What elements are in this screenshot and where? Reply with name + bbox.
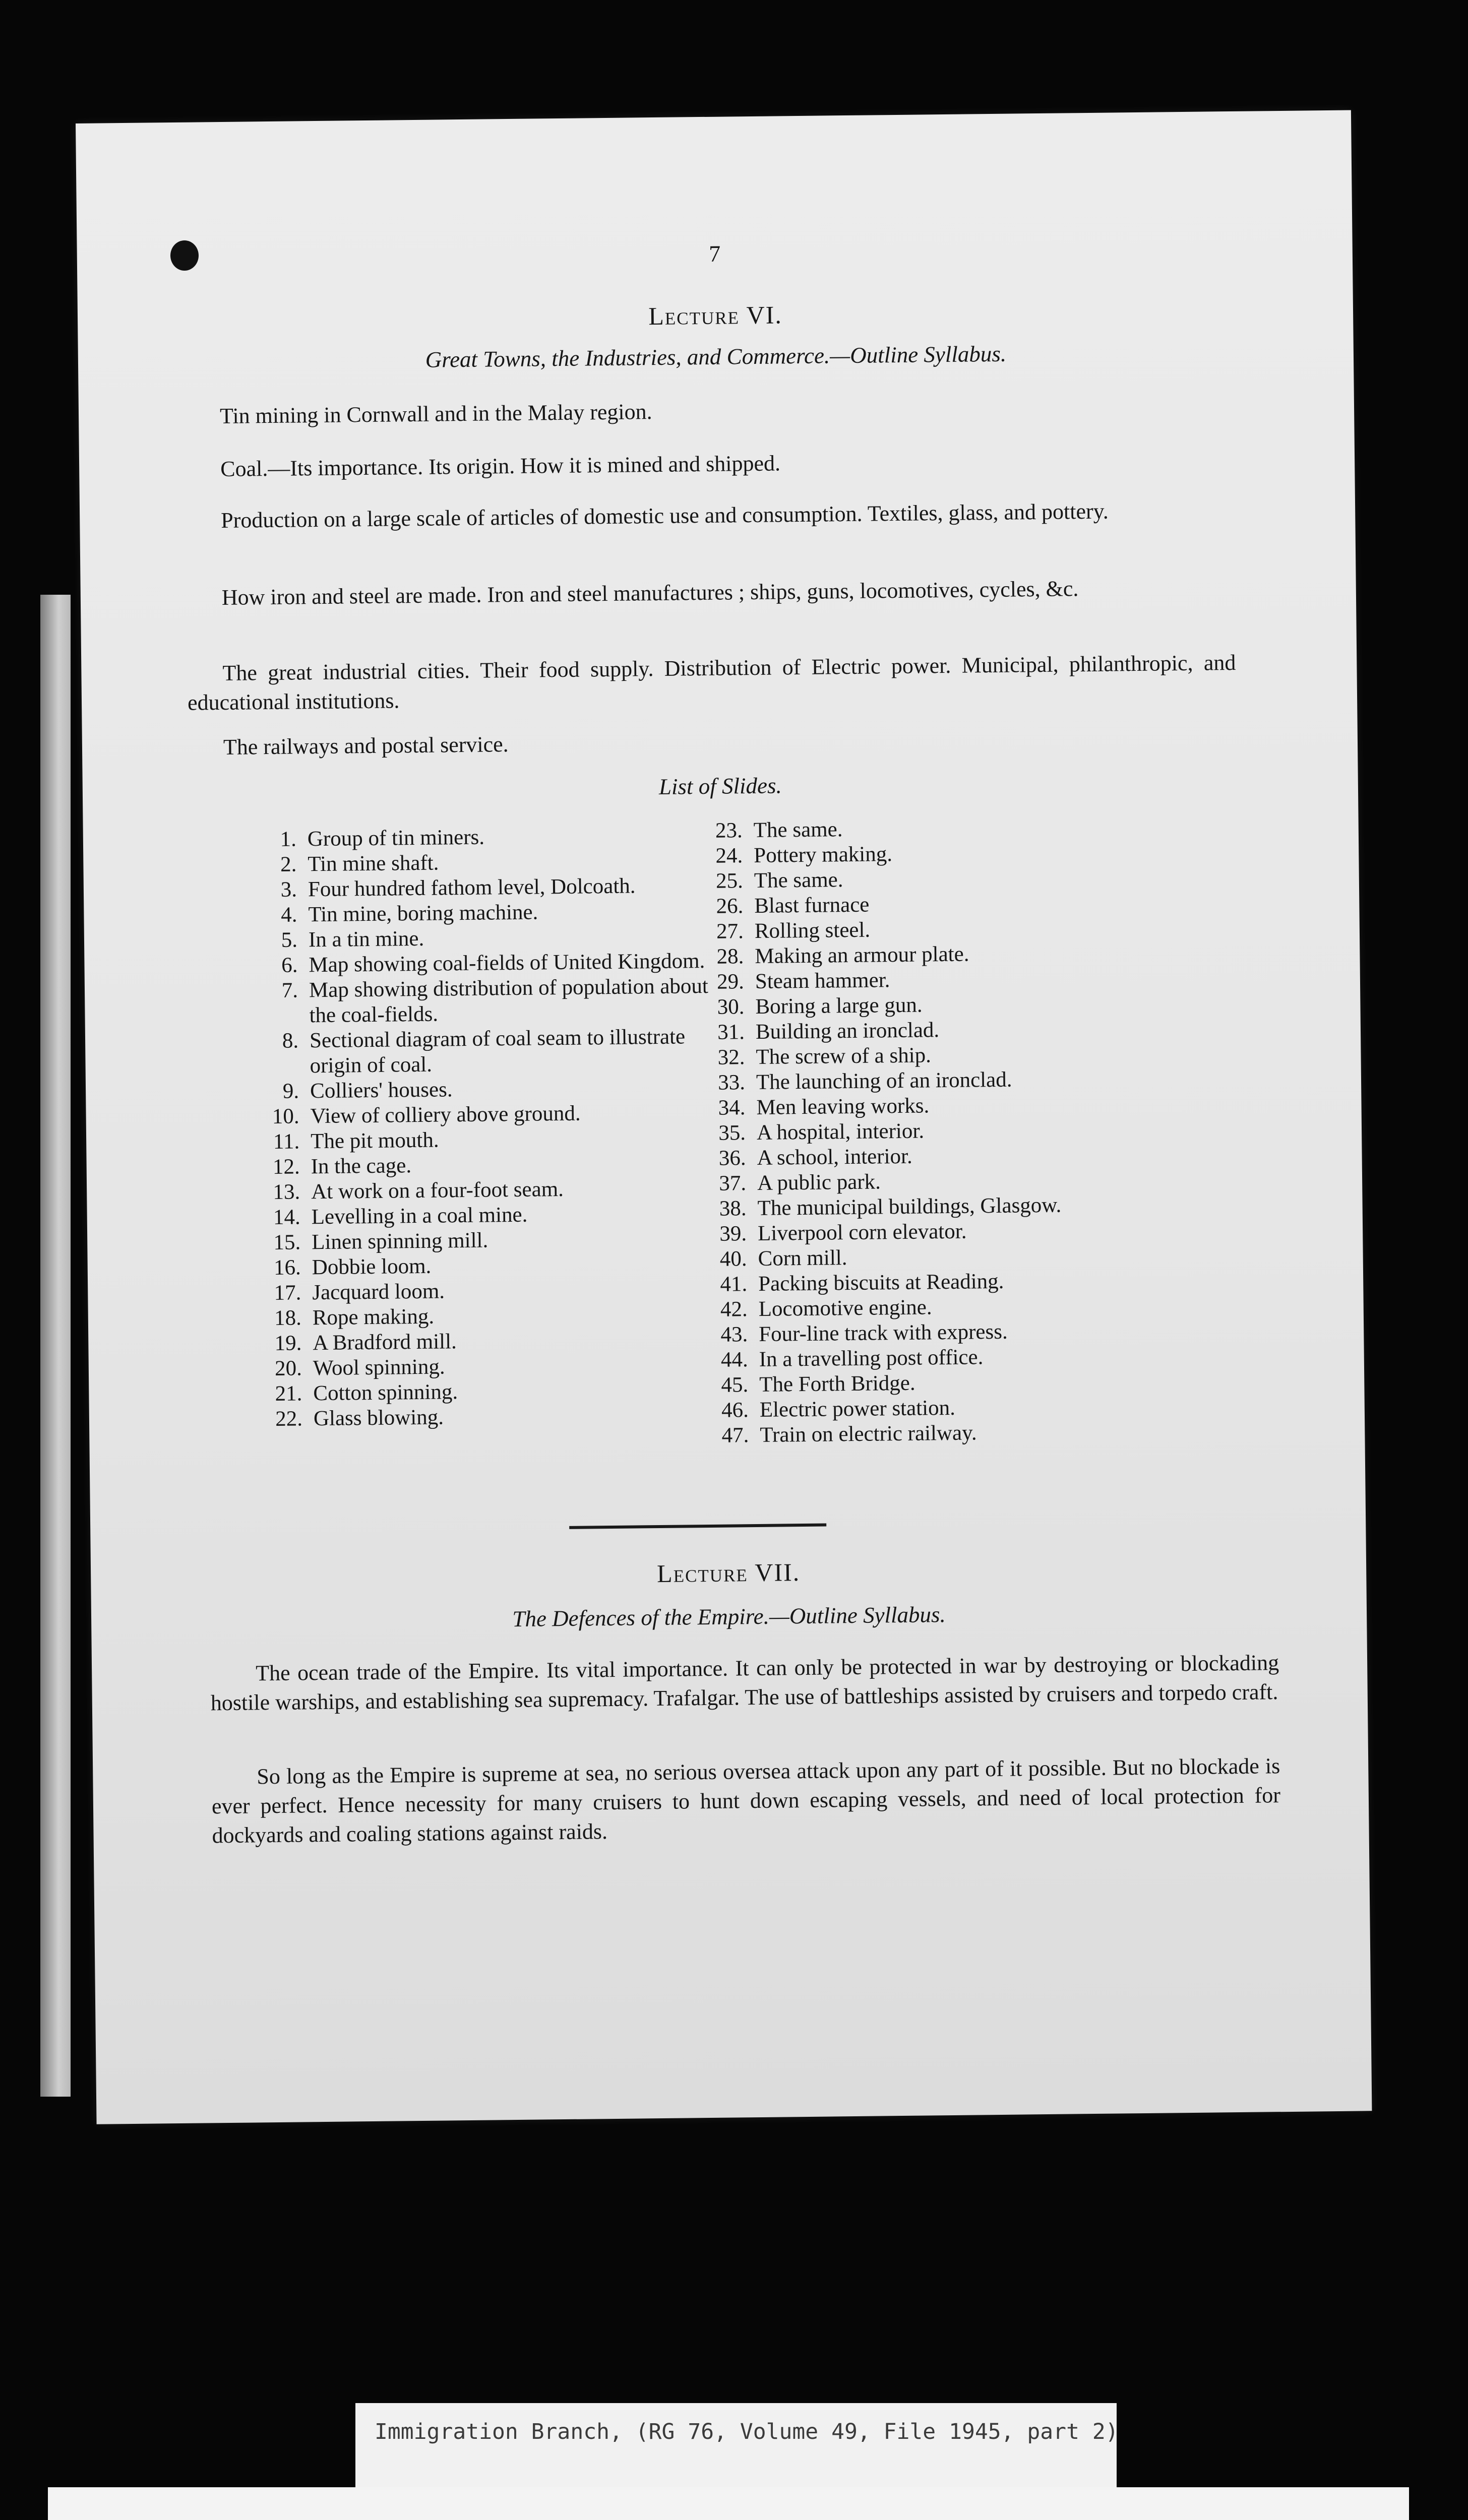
slide-list-item xyxy=(706,1318,1149,1348)
slide-title: Dobbie loom. xyxy=(312,1254,432,1280)
archive-reference-slip: Immigration Branch, (RG 76, Volume 49, File 1945, part 2) xyxy=(355,2403,1117,2506)
slide-list-item xyxy=(703,1066,1147,1096)
lecture-7-paragraph-1: The ocean trade of the Empire. Its vital importance. It can only be protected in war by destroying or blockading hostile warships, and establishing sea supremacy. Trafalgar. The use of battleships assisted by cruisers and torpedo craft. xyxy=(210,1650,1279,1716)
slide-title: Map showing distribution of population about the coal-fields. xyxy=(309,974,709,1028)
slide-number: 44. xyxy=(720,1348,749,1372)
slide-number: 43. xyxy=(720,1322,748,1347)
slide-list-item xyxy=(703,1041,1146,1070)
lecture-6-heading: Lecture VI. xyxy=(648,300,783,331)
page-number: 7 xyxy=(709,240,721,267)
slide-list-item xyxy=(701,864,1145,894)
slide-list-item xyxy=(704,1116,1147,1146)
slide-number: 1. xyxy=(280,827,297,851)
slide-title: Glass blowing. xyxy=(313,1405,444,1431)
slide-number: 25. xyxy=(715,869,744,893)
slide-title: A Bradford mill. xyxy=(313,1330,457,1355)
slide-list-item xyxy=(702,915,1145,944)
slide-title: Group of tin miners. xyxy=(307,825,485,851)
slide-title: Rolling steel. xyxy=(754,918,871,943)
slide-list-item xyxy=(702,940,1145,970)
slide-list-item xyxy=(707,1419,1150,1448)
slide-number: 40. xyxy=(719,1247,747,1271)
slide-list-item xyxy=(261,1402,714,1432)
slide-list-item xyxy=(705,1293,1149,1322)
slide-number: 14. xyxy=(273,1205,300,1230)
slide-title: Blast furnace xyxy=(754,893,870,918)
slide-title: The same. xyxy=(753,817,843,842)
slides-list-title: List of Slides. xyxy=(658,773,782,799)
document-page xyxy=(76,110,1372,2124)
slide-title: Building an ironclad. xyxy=(755,1018,940,1044)
slide-list-item xyxy=(704,1167,1148,1196)
lecture-6-paragraph-2: Coal.—Its importance. Its origin. How it is mined and shipped. xyxy=(220,451,781,482)
slide-number: 41. xyxy=(720,1272,748,1296)
lecture-7-syllabus-title: The Defences of the Empire.—Outline Syllabus. xyxy=(512,1602,946,1632)
slide-title: The pit mouth. xyxy=(310,1128,439,1154)
slide-number: 9. xyxy=(282,1079,299,1103)
slide-list-item xyxy=(707,1394,1150,1423)
slide-number: 2. xyxy=(280,852,297,876)
slide-list-item xyxy=(704,1192,1148,1222)
slide-list-item xyxy=(705,1268,1149,1297)
slide-title: Linen spinning mill. xyxy=(312,1228,488,1254)
slide-number: 21. xyxy=(275,1381,302,1406)
slide-number: 8. xyxy=(282,1029,299,1053)
slide-list-item xyxy=(705,1242,1148,1272)
slide-title: Tin mine shaft. xyxy=(308,851,439,876)
slide-title: In the cage. xyxy=(311,1154,412,1179)
slide-number: 23. xyxy=(715,818,743,843)
slide-title: Electric power station. xyxy=(759,1396,956,1422)
slide-title: View of colliery above ground. xyxy=(310,1101,581,1128)
slide-number: 33. xyxy=(718,1070,746,1095)
lecture-6-paragraph-5: The great industrial cities. Their food supply. Distribution of Electric power. Municipal, philanthropic, and educational institutions. xyxy=(187,650,1236,715)
slide-title: The municipal buildings, Glasgow. xyxy=(757,1193,1062,1220)
slide-number: 28. xyxy=(716,944,744,969)
slide-number: 30. xyxy=(717,995,745,1019)
slide-title: A hospital, interior. xyxy=(756,1119,925,1145)
slide-title: Locomotive engine. xyxy=(758,1295,932,1321)
slide-title: Wool spinning. xyxy=(313,1355,445,1380)
slide-title: A public park. xyxy=(757,1170,881,1195)
underlying-page-edge xyxy=(40,595,71,2097)
slide-number: 12. xyxy=(272,1155,300,1179)
slide-number: 45. xyxy=(721,1373,749,1397)
slide-title: Four-line track with express. xyxy=(758,1319,1008,1346)
slide-title: Pottery making. xyxy=(754,842,893,867)
slide-list-item xyxy=(706,1368,1150,1398)
slide-title: Cotton spinning. xyxy=(313,1380,458,1406)
slide-number: 29. xyxy=(716,970,745,994)
slide-number: 18. xyxy=(274,1306,302,1331)
slide-list-item xyxy=(701,839,1144,869)
slide-title: Train on electric railway. xyxy=(760,1421,977,1447)
archives-stamp xyxy=(48,2487,1409,2520)
slide-number: 47. xyxy=(721,1423,749,1447)
slide-title: Jacquard loom. xyxy=(312,1279,445,1305)
slides-list-right xyxy=(701,814,1151,1448)
slide-number: 35. xyxy=(718,1121,746,1145)
slide-number: 22. xyxy=(275,1407,303,1431)
lecture-6-paragraph-1: Tin mining in Cornwall and in the Malay region. xyxy=(219,399,652,429)
slide-title: Liverpool corn elevator. xyxy=(757,1219,967,1245)
slide-title: Map showing coal-fields of United Kingdom. xyxy=(309,949,705,977)
slide-title: The same. xyxy=(754,868,843,893)
slide-list-item xyxy=(257,1024,711,1079)
section-divider xyxy=(569,1524,826,1529)
slide-number: 36. xyxy=(718,1146,746,1170)
slide-number: 16. xyxy=(273,1255,301,1280)
slide-title: Levelling in a coal mine. xyxy=(311,1203,528,1229)
slide-number: 19. xyxy=(274,1331,302,1355)
slide-number: 6. xyxy=(281,953,298,977)
slide-title: Rope making. xyxy=(312,1304,435,1330)
slide-number: 11. xyxy=(273,1129,300,1154)
slide-number: 38. xyxy=(719,1196,747,1221)
slide-list-item xyxy=(256,974,710,1029)
slide-number: 7. xyxy=(281,978,298,1002)
slide-list-item xyxy=(701,814,1144,844)
slide-list-item xyxy=(703,1016,1146,1045)
lecture-6-paragraph-3: Production on a large scale of articles of domestic use and consumption. Textiles, glass, and pottery. xyxy=(221,498,1109,533)
slide-number: 31. xyxy=(717,1020,745,1044)
slide-title: Sectional diagram of coal seam to illustrate origin of coal. xyxy=(309,1025,686,1078)
slide-title: At work on a four-foot seam. xyxy=(311,1177,564,1204)
slide-number: 4. xyxy=(280,903,297,927)
slide-number: 27. xyxy=(716,919,744,943)
slide-title: The launching of an ironclad. xyxy=(756,1067,1012,1094)
ink-blot xyxy=(170,240,199,271)
slide-title: The screw of a ship. xyxy=(756,1043,932,1069)
slide-number: 5. xyxy=(281,928,298,952)
slide-list-item xyxy=(701,890,1145,919)
slide-title: Colliers' houses. xyxy=(310,1078,453,1103)
slide-list-item xyxy=(706,1343,1150,1373)
slide-number: 32. xyxy=(717,1045,745,1069)
slide-title: Packing biscuits at Reading. xyxy=(758,1269,1004,1296)
slides-list-left xyxy=(255,823,715,1432)
lecture-7-heading: Lecture VII. xyxy=(656,1558,801,1588)
slide-list-item xyxy=(702,965,1146,995)
slide-number: 20. xyxy=(274,1356,302,1380)
slide-number: 34. xyxy=(718,1096,746,1120)
slide-title: Making an armour plate. xyxy=(755,942,969,968)
slide-number: 46. xyxy=(721,1398,749,1422)
slide-number: 37. xyxy=(719,1171,747,1195)
slide-number: 15. xyxy=(273,1230,301,1255)
slide-title: In a travelling post office. xyxy=(759,1345,984,1371)
slide-title: The Forth Bridge. xyxy=(759,1371,915,1397)
slide-number: 10. xyxy=(272,1104,299,1129)
slide-number: 26. xyxy=(716,894,744,918)
slide-title: Corn mill. xyxy=(758,1246,847,1271)
slide-list-item xyxy=(703,1091,1147,1121)
lecture-7-paragraph-2: So long as the Empire is supreme at sea, no serious oversea attack upon any part of it possible. But no blockade is ever perfect. Hence necessity for many cruisers to hunt down escaping vessels, and need of local protection for dockyards and coaling stations against raids. xyxy=(211,1753,1281,1848)
lecture-6-paragraph-4: How iron and steel are made. Iron and steel manufactures ; ships, guns, locomotives, cycles, &c. xyxy=(221,576,1079,610)
slide-title: In a tin mine. xyxy=(308,926,424,952)
slide-number: 13. xyxy=(273,1180,300,1205)
lecture-6-syllabus-title: Great Towns, the Industries, and Commerce.—Outline Syllabus. xyxy=(425,341,1007,372)
slide-title: Four hundred fathom level, Dolcoath. xyxy=(308,874,636,902)
slide-list-item xyxy=(704,1142,1147,1171)
slide-title: Tin mine, boring machine. xyxy=(308,900,538,927)
slide-title: Steam hammer. xyxy=(755,968,890,993)
slide-title: Men leaving works. xyxy=(756,1094,930,1119)
slide-list-item xyxy=(705,1217,1148,1247)
slide-number: 39. xyxy=(719,1222,747,1246)
slide-number: 42. xyxy=(720,1297,748,1321)
lecture-6-paragraph-6: The railways and postal service. xyxy=(223,732,509,760)
slide-list-item xyxy=(702,990,1146,1020)
slide-title: Boring a large gun. xyxy=(755,993,923,1019)
slide-number: 17. xyxy=(274,1281,301,1305)
slide-number: 3. xyxy=(280,877,297,902)
slide-number: 24. xyxy=(715,844,743,868)
slide-title: A school, interior. xyxy=(757,1144,912,1170)
